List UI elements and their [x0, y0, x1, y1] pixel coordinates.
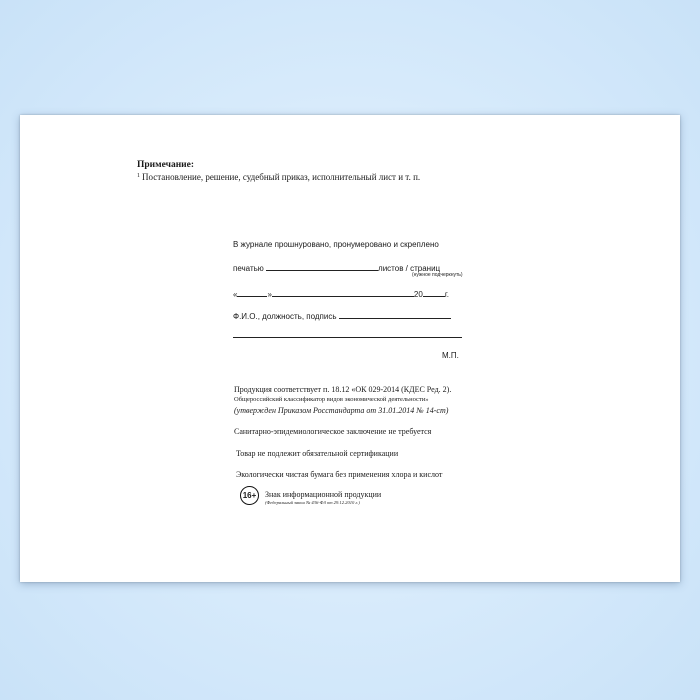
full-width-blank [233, 337, 462, 338]
conformity-line-3: (утвержден Приказом Росстандарта от 31.01.2014 № 14-ст) [234, 406, 449, 415]
day-blank [237, 288, 267, 297]
footnote-mark: 1 [137, 173, 140, 179]
sheet-count-blank [266, 262, 378, 271]
eco-paper-note: Экологически чистая бумага без применения хлора и кислот [236, 470, 443, 479]
conformity-line-2: Общероссийский классификатор видов экономической деятельности» [234, 396, 429, 403]
signature-label: Ф.И.О., должность, подпись [233, 312, 337, 321]
footnote-text: Постановление, решение, судебный приказ, исполнительный лист и т. п. [142, 172, 421, 182]
date-open-quote: « [233, 290, 238, 299]
date-close-quote: » [267, 290, 272, 299]
note-title: Примечание: [137, 160, 195, 170]
year-prefix: 20 [413, 290, 423, 299]
certification-note: Товар не подлежит обязательной сертификации [236, 449, 399, 458]
year-suffix: г. [444, 290, 449, 299]
law-reference: (Федеральный закон № 436-ФЗ от 29.12.2010 г.) [265, 500, 360, 505]
binding-statement: В журнале прошнуровано, пронумеровано и скреплено [233, 240, 439, 249]
signature-line [233, 310, 451, 321]
note-footnote [137, 172, 420, 182]
seal-suffix: листов / страниц [378, 264, 441, 273]
signature-blank [339, 310, 451, 319]
info-product-sign: Знак информационной продукции [265, 490, 382, 499]
seal-line [233, 262, 440, 273]
year-blank [423, 288, 445, 297]
month-blank [272, 288, 414, 297]
stamp-label: М.П. [442, 351, 459, 360]
age-rating-icon: 16+ [240, 486, 259, 505]
seal-hint: (нужное подчеркнуть) [412, 272, 463, 278]
seal-prefix: печатью [233, 264, 264, 273]
document-page [20, 115, 680, 582]
date-line [233, 288, 449, 299]
sanitary-note: Санитарно-эпидемиологическое заключение не требуется [234, 427, 432, 436]
conformity-line-1: Продукция соответствует п. 18.12 «ОК 029-2014 (КДЕС Ред. 2). [234, 385, 452, 394]
